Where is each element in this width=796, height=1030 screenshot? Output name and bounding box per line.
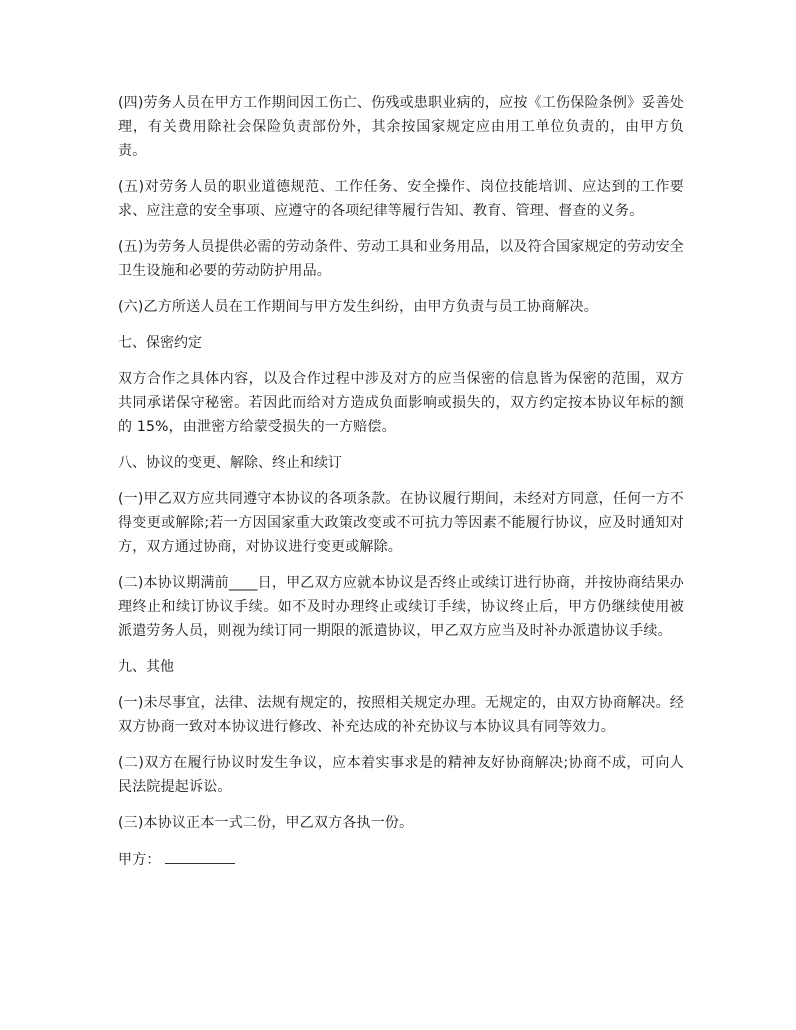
clause-5-conditions: (五)为劳务人员提供必需的劳动条件、劳动工具和业务用品，以及符合国家规定的劳动安全卫生设施和必要的劳动防护用品。 — [118, 239, 684, 279]
clause-4-injury: (四)劳务人员在甲方工作期间因工伤亡、伤残或患职业病的，应按《工伤保险条例》妥善处理，有关费用除社会保险负责部份外，其余按国家规定应由用工单位负责的，由甲方负责。 — [118, 95, 684, 159]
section-8-clause-1: (一)甲乙双方应共同遵守本协议的各项条款。在协议履行期间，未经对方同意，任何一方不得变更或解除;若一方因国家重大政策改变或不可抗力等因素不能履行协议，应及时通知对方，双方通过协商，对协议进行变更或解除。 — [118, 491, 684, 555]
section-9-heading: 九、其他 — [118, 659, 174, 675]
signature-party-a — [118, 847, 684, 872]
section-7-confidentiality: 双方合作之具体内容，以及合作过程中涉及对方的应当保密的信息皆为保密的范围，双方共同承诺保守秘密。若因此而给对方造成负面影响或损失的，双方约定按本协议年标的额的 15%，由泄密方给蒙受损失的一方赔偿。 — [118, 371, 684, 435]
signature-label: 甲方： — [118, 852, 161, 868]
signature-blank — [165, 847, 235, 864]
document-body — [118, 91, 684, 884]
section-8-clause-2: (二)本协议期满前____日，甲乙双方应就本协议是否终止或续订进行协商，并按协商结果办理终止和续订协议手续。如不及时办理终止或续订手续，协议终止后，甲方仍继续使用被派遣劳务人员，则视为续订同一期限的派遣协议，甲乙双方应当及时补办派遣协议手续。 — [118, 575, 684, 639]
clause-5-duties: (五)对劳务人员的职业道德规范、工作任务、安全操作、岗位技能培训、应达到的工作要求、应注意的安全事项、应遵守的各项纪律等履行告知、教育、管理、督查的义务。 — [118, 179, 684, 219]
clause-6-disputes: (六)乙方所送人员在工作期间与甲方发生纠纷，由甲方负责与员工协商解决。 — [118, 299, 598, 315]
section-7-heading: 七、保密约定 — [118, 335, 202, 351]
section-8-heading: 八、协议的变更、解除、终止和续订 — [118, 455, 342, 471]
section-9-clause-2: (二)双方在履行协议时发生争议，应本着实事求是的精神友好协商解决;协商不成，可向人民法院提起诉讼。 — [118, 755, 684, 795]
section-9-clause-1: (一)未尽事宜，法律、法规有规定的，按照相关规定办理。无规定的，由双方协商解决。经双方协商一致对本协议进行修改、补充达成的补充协议与本协议具有同等效力。 — [118, 695, 684, 735]
section-9-clause-3: (三)本协议正本一式二份，甲乙双方各执一份。 — [118, 815, 414, 831]
